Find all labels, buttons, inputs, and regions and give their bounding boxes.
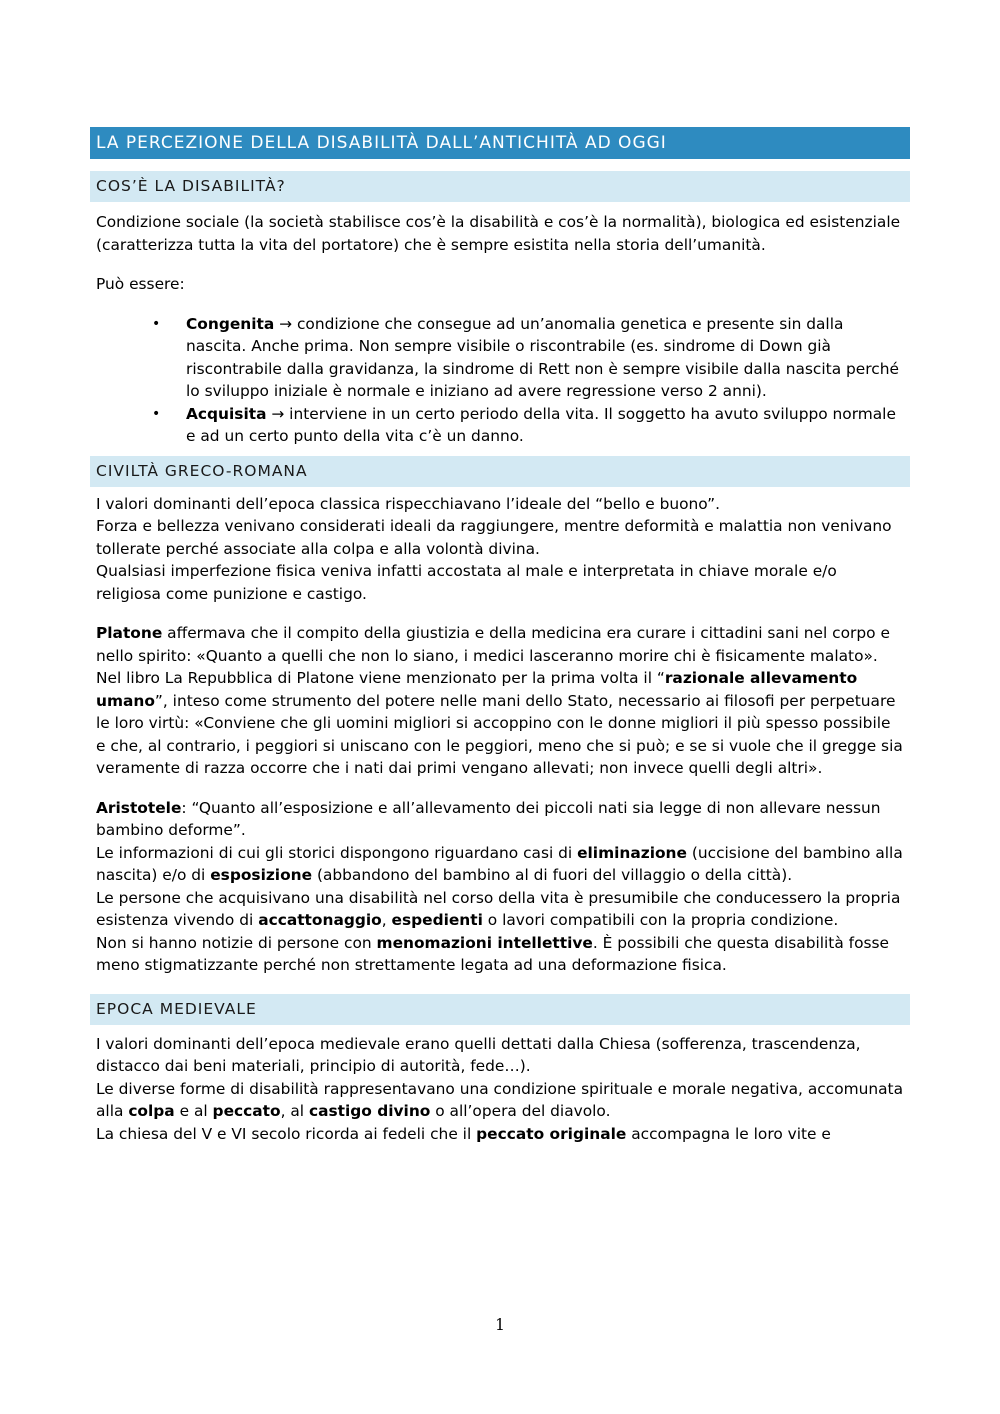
text-span: Le persone che acquisivano una disabilità nel corso della vita è presumibile che conducessero la propria esistenza vivendo di [96, 888, 901, 929]
text-span: o all’opera del diavolo. [430, 1102, 611, 1120]
text-span: : “Quanto all’esposizione e all’allevamento dei piccoli nati sia legge di non allevare nessun bambino deforme”. [96, 798, 881, 839]
paragraph-greco-2: Forza e bellezza venivano considerati ideali da raggiungere, mentre deformità e malattia non venivano tollerate perché associate alla colpa e alla volontà divina. [96, 517, 892, 558]
paragraph-aristotele [90, 797, 910, 842]
bold-term: menomazioni intellettive [376, 933, 593, 952]
text-span: accompagna le loro vite e [626, 1124, 831, 1143]
section-heading-greco: CIVILTÀ GRECO-ROMANA [90, 456, 910, 487]
paragraph-informazioni [90, 842, 910, 887]
arrow-icon: → [271, 404, 285, 423]
list-item [90, 403, 910, 448]
name-platone: Platone [96, 624, 163, 642]
text-span: , al [280, 1102, 309, 1120]
bold-term: esposizione [210, 866, 313, 884]
bullet-icon: • [152, 315, 161, 332]
text-span: o lavori compatibili con la propria condizione. [482, 911, 839, 929]
paragraph-menomazioni [90, 932, 910, 977]
paragraph-repubblica [90, 667, 910, 780]
text-span: , [381, 911, 392, 929]
text-congenita: condizione che consegue ad un’anomalia genetica e presente sin dalla nascita. Anche prima. Non sempre visibile o riscontrabile (es. sindrome di Down già riscontrabile dalla gravidanza, la sindrome di Rett non è sempre visibile dalla nascita perché lo sviluppo iniziale è normale e iniziano ad avere regressione verso 2 anni). [186, 314, 899, 400]
bold-term: eliminazione [577, 843, 687, 862]
paragraph-greco-3: Qualsiasi imperfezione fisica veniva infatti accostata al male e interpretata in chiave morale e/o religiosa come punizione e castigo. [96, 562, 837, 603]
document-title: LA PERCEZIONE DELLA DISABILITÀ DALL’ANTICHITÀ AD OGGI [90, 127, 910, 159]
bold-term: peccato originale [476, 1124, 627, 1143]
bold-term: espedienti [391, 911, 483, 929]
paragraph-medievale-3 [90, 1123, 910, 1146]
paragraph-medievale-2 [90, 1078, 910, 1123]
paragraph-persone [90, 887, 910, 932]
text-span: Nel libro La Repubblica di Platone viene menzionato per la prima volta il “ [96, 669, 665, 687]
name-aristotele: Aristotele [96, 798, 182, 817]
term-congenita: Congenita [186, 314, 275, 333]
bold-term: razionale allevamento umano [96, 669, 858, 710]
text-span: Le diverse forme di disabilità rappresentavano una condizione spirituale e morale negativa, accomunata alla [96, 1079, 904, 1120]
disability-types-list [90, 313, 910, 448]
page-number: 1 [495, 1316, 505, 1334]
paragraph-platone [90, 622, 910, 667]
paragraph-puo-essere: Può essere: [96, 275, 185, 293]
bold-term: castigo divino [308, 1102, 431, 1120]
term-acquisita: Acquisita [186, 404, 267, 423]
text-span: La chiesa del V e VI secolo ricorda ai fedeli che il [96, 1124, 477, 1143]
text-platone: affermava che il compito della giustizia e della medicina era curare i cittadini sani nel corpo e nello spirito: «Quanto a quelli che non lo siano, i medici lasceranno morire chi è fisicamente malato». [96, 624, 890, 665]
text-acquisita: interviene in un certo periodo della vita. Il soggetto ha avuto sviluppo normale e ad un certo punto della vita c’è un danno. [186, 404, 896, 445]
document-body [90, 127, 910, 1145]
bold-term: colpa [128, 1102, 175, 1120]
text-span: (abbandono del bambino al di fuori del villaggio o della città). [312, 866, 793, 884]
text-span: Le informazioni di cui gli storici dispongono riguardano casi di [96, 843, 578, 862]
paragraph-greco-1: I valori dominanti dell’epoca classica rispecchiavano l’ideale del “bello e buono”. [96, 494, 721, 513]
bold-term: accattonaggio [258, 911, 382, 929]
text-span: ”, inteso come strumento del potere nelle mani dello Stato, necessario ai filosofi per perpetuare le loro virtù: «Conviene che gli uomini migliori si accoppino con le donne migliori il più spesso possibile e che, al contrario, i peggiori si uniscano con le peggiori, meno che si può; e se si vuole che il gregge sia veramente di razza occorre che i nati dai primi vengano allevati; non invece quelli degli altri». [96, 691, 903, 777]
text-span: . È possibili che questa disabilità fosse meno stigmatizzante perché non strettamente legata ad una deformazione fisica. [96, 933, 889, 974]
arrow-icon: → [279, 314, 293, 333]
section-heading-medievale: EPOCA MEDIEVALE [90, 994, 910, 1025]
text-span: e al [174, 1102, 213, 1120]
bullet-icon: • [152, 405, 161, 422]
paragraph-medievale-1: I valori dominanti dell’epoca medievale erano quelli dettati dalla Chiesa (sofferenza, trascendenza, distacco dai beni materiali, principio di autorità, fede…). [96, 1034, 861, 1075]
bold-term: peccato [212, 1102, 281, 1120]
list-item [90, 313, 910, 403]
section-heading-cos: COS’È LA DISABILITÀ? [90, 171, 910, 202]
text-span: (uccisione del bambino alla nascita) e/o di [96, 843, 903, 884]
paragraph-definition: Condizione sociale (la società stabilisce cos’è la disabilità e cos’è la normalità), biologica ed esistenziale (caratterizza tutta la vita del portatore) che è sempre esistita nella storia dell’umanità. [96, 213, 901, 254]
text-span: Non si hanno notizie di persone con [96, 933, 377, 952]
